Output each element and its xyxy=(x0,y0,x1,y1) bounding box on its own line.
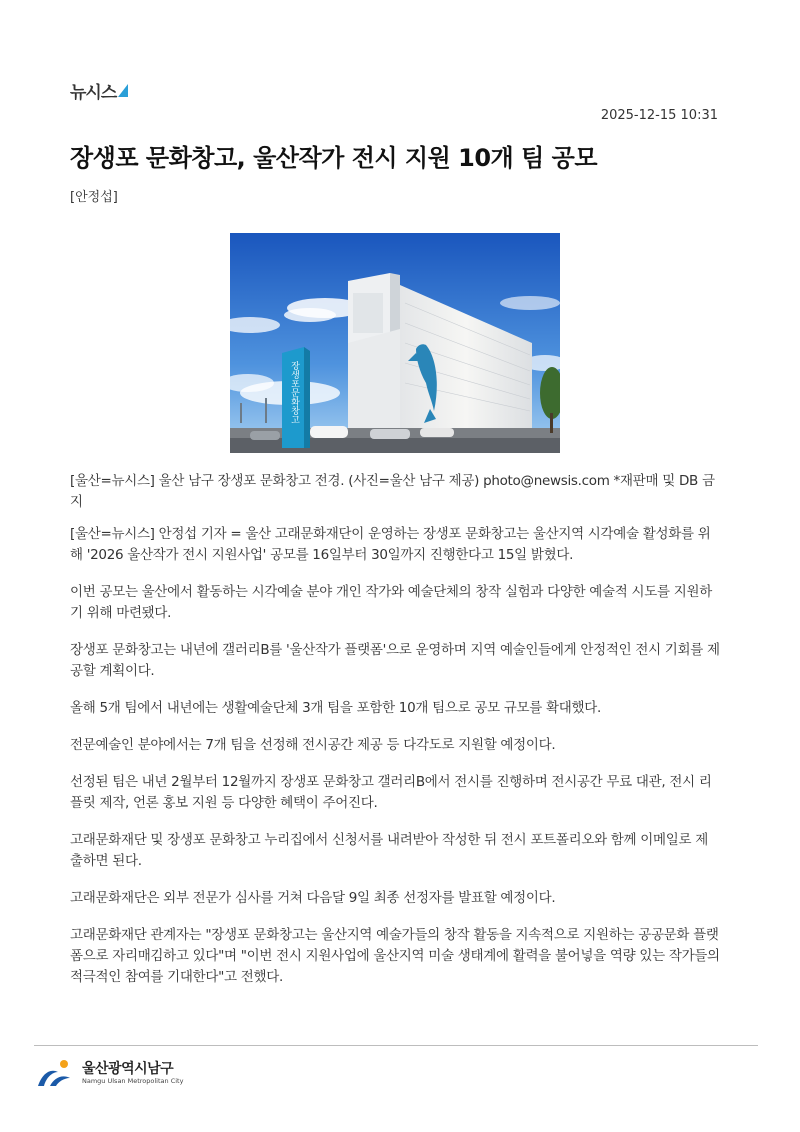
newsis-logo-mark-icon xyxy=(118,84,128,97)
article-paragraph: 선정된 팀은 내년 2월부터 12월까지 장생포 문화창고 갤러리B에서 전시를 진행하며 전시공간 무료 대관, 전시 리플릿 제작, 언론 홍보 지원 등 다양한 혜택이 주어진다. xyxy=(70,774,712,811)
cultural-warehouse-photo xyxy=(230,233,560,453)
newsis-logo-text: 뉴시스 xyxy=(70,83,117,103)
article-photo xyxy=(230,233,560,453)
namgu-name-en: Namgu Ulsan Metropolitan City xyxy=(82,1076,184,1085)
namgu-logo xyxy=(36,1056,183,1090)
article-paragraph: 전문예술인 분야에서는 7개 팀을 선정해 전시공간 제공 등 다각도로 지원할 예정이다. xyxy=(70,737,556,753)
namgu-emblem-icon xyxy=(36,1056,76,1090)
article-paragraph: 올해 5개 팀에서 내년에는 생활예술단체 3개 팀을 포함한 10개 팀으로 공모 규모를 확대했다. xyxy=(70,700,601,716)
sign-text: 장생포문화창고 xyxy=(289,361,299,424)
namgu-name: 울산광역시남구 xyxy=(82,1060,174,1077)
newsis-logo xyxy=(70,78,128,103)
footer-divider xyxy=(34,1045,758,1046)
article-paragraph: 이번 공모는 울산에서 활동하는 시각예술 분야 개인 작가와 예술단체의 창작 실험과 다양한 예술적 시도를 지원하기 위해 마련됐다. xyxy=(70,584,712,621)
photo-caption: [울산=뉴시스] 울산 남구 장생포 문화창고 전경. (사진=울산 남구 제공) photo@newsis.com *재판매 및 DB 금지 xyxy=(70,473,715,510)
article-body xyxy=(70,524,720,1004)
article-paragraph: 고래문화재단은 외부 전문가 심사를 거쳐 다음달 9일 최종 선정자를 발표할 예정이다. xyxy=(70,890,556,906)
publish-datetime: 2025-12-15 10:31 xyxy=(600,108,718,123)
article-byline: [안정섭] xyxy=(70,190,118,205)
article-paragraph: 고래문화재단 관계자는 "장생포 문화창고는 울산지역 예술가들의 창작 활동을 지속적으로 지원하는 공공문화 플랫폼으로 자리매김하고 있다"며 "이번 전시 지원사업에 울산지역 미술 생태계에 활력을 불어넣을 역량 있는 작가들의 적극적인 참여를 기대한다"고 전했다. xyxy=(70,927,720,985)
article-paragraph: 장생포 문화창고는 내년에 갤러리B를 '울산작가 플랫폼'으로 운영하며 지역 예술인들에게 안정적인 전시 기회를 제공할 계획이다. xyxy=(70,642,720,679)
article-title: 장생포 문화창고, 울산작가 전시 지원 10개 팀 공모 xyxy=(70,144,597,172)
article-paragraph: 고래문화재단 및 장생포 문화창고 누리집에서 신청서를 내려받아 작성한 뒤 전시 포트폴리오와 함께 이메일로 제출하면 된다. xyxy=(70,832,708,869)
article-paragraph: [울산=뉴시스] 안정섭 기자 = 울산 고래문화재단이 운영하는 장생포 문화창고는 울산지역 시각예술 활성화를 위해 '2026 울산작가 전시 지원사업' 공모를 16일부터 30일까지 진행한다고 15일 밝혔다. xyxy=(70,526,711,563)
